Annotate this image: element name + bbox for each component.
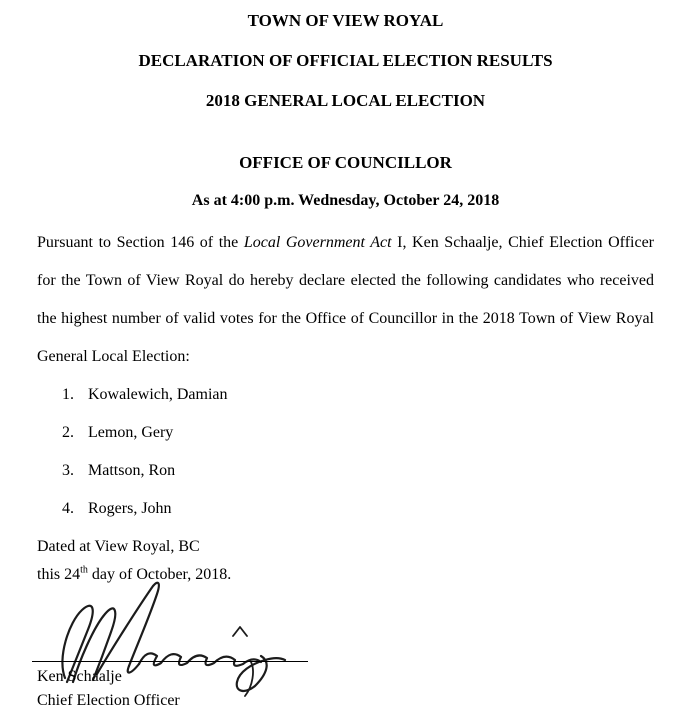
- as-at-datetime-line: As at 4:00 p.m. Wednesday, October 24, 2018: [191, 192, 500, 209]
- signature-line: [32, 661, 308, 662]
- dated-block: [37, 533, 654, 589]
- dated-location-line: Dated at View Royal, BC: [37, 538, 200, 555]
- document-subtitle: DECLARATION OF OFFICIAL ELECTION RESULTS: [138, 51, 553, 70]
- candidate-name: Rogers, John: [88, 500, 172, 517]
- dated-date-line: [37, 561, 654, 589]
- act-name-italic: Local Government Act: [243, 234, 392, 251]
- list-item-number: 4.: [62, 500, 74, 517]
- list-item-number: 2.: [62, 424, 74, 441]
- document-title: TOWN OF VIEW ROYAL: [247, 11, 444, 30]
- signer-title: Chief Election Officer: [37, 692, 180, 709]
- declaration-paragraph: [37, 224, 654, 376]
- dated-date-rest: day of October, 2018.: [87, 566, 232, 583]
- list-item: [62, 490, 654, 528]
- office-heading: OFFICE OF COUNCILLOR: [239, 153, 452, 172]
- declaration-text-before-act: Pursuant to Section 146 of the: [37, 234, 244, 251]
- list-item: [62, 414, 654, 452]
- candidate-name: Lemon, Gery: [88, 424, 174, 441]
- election-year-heading: 2018 GENERAL LOCAL ELECTION: [205, 91, 486, 110]
- candidate-name: Mattson, Ron: [88, 462, 176, 479]
- dated-date-day: this 24: [37, 566, 81, 583]
- list-item-number: 1.: [62, 386, 74, 403]
- ordinal-suffix: th: [80, 564, 88, 576]
- list-item-number: 3.: [62, 462, 74, 479]
- list-item: [62, 452, 654, 490]
- list-item: [62, 376, 654, 414]
- declaration-text-after-act: I, Ken Schaalje, Chief Election Officer for the Town of View Royal do hereby declare elected the following candidates who received the highest number of valid votes for the Office of Councillor in the 2018 Town of View Royal General Local Election:: [37, 234, 655, 365]
- candidate-name: Kowalewich, Damian: [88, 386, 228, 403]
- signer-name: Ken Schaalje: [37, 668, 122, 685]
- elected-candidates-list: [37, 376, 654, 528]
